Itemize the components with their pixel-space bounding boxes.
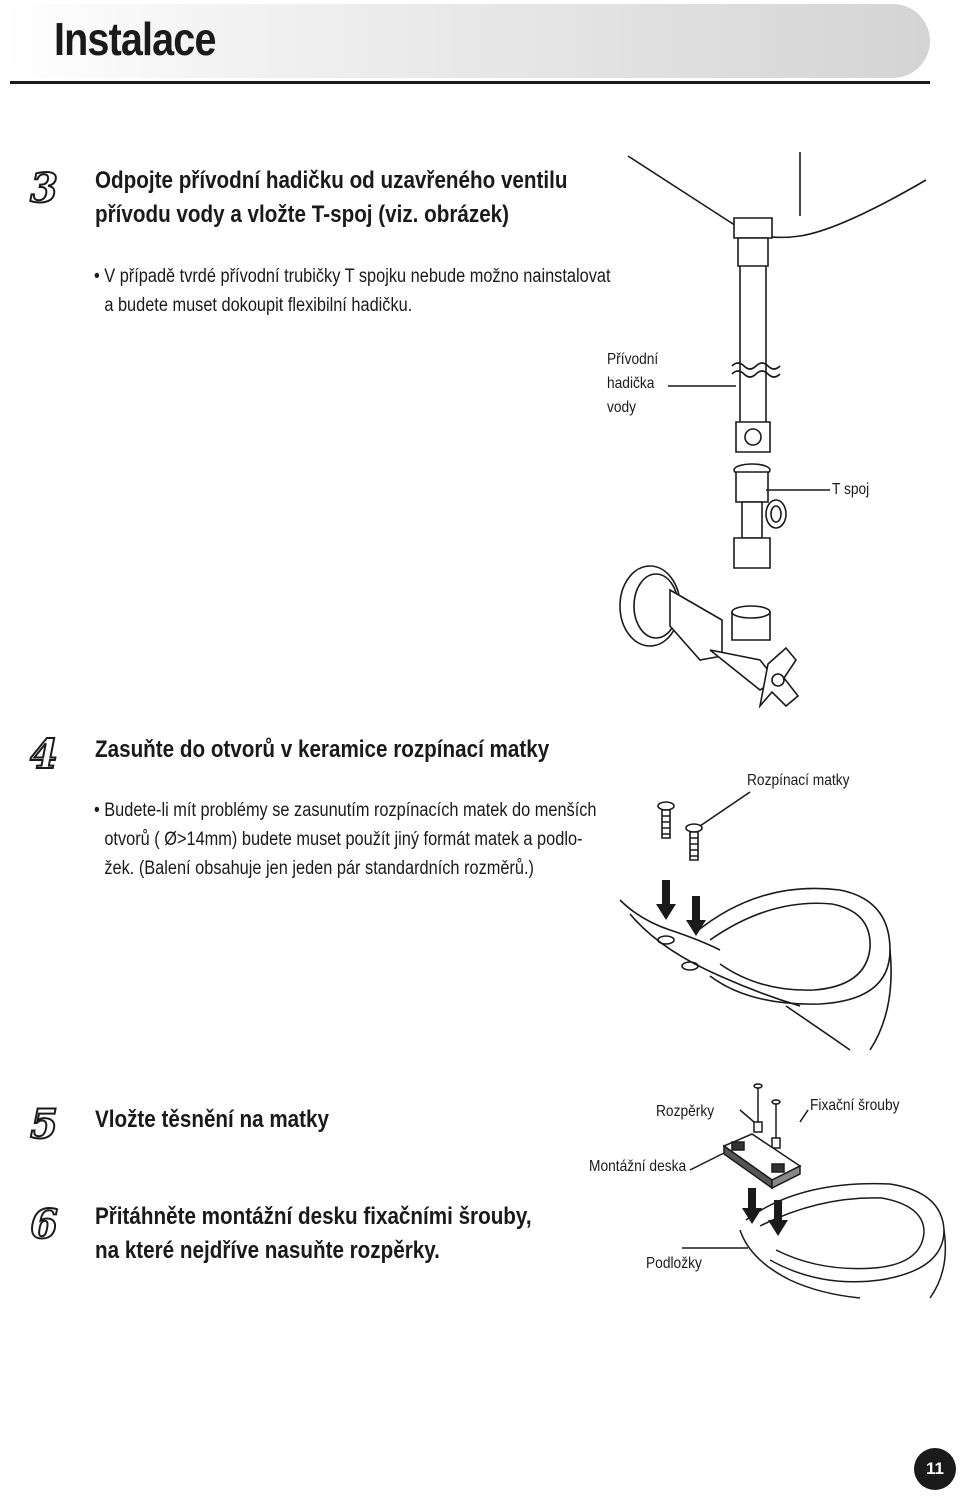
step-number-6: 6 [30, 1201, 58, 1248]
step-4-bullet-line-1: • Budete-li mít problémy se zasunutím rozpínacích matek do menších [94, 800, 597, 821]
step-number-3: 3 [30, 165, 58, 212]
step-4-title: Zasuňte do otvorů v keramice rozpínací matky [95, 736, 550, 763]
t-joint-illustration [600, 150, 940, 720]
t-joint-label: T spoj [832, 481, 870, 498]
step-6-title-line-2: na které nejdříve nasuňte rozpěrky. [95, 1237, 440, 1264]
header-divider [10, 81, 930, 84]
page-title: Instalace [54, 13, 216, 65]
fixing-screws-label: Fixační šrouby [810, 1097, 900, 1114]
step-3-title-line-2: přívodu vody a vložte T-spoj (viz. obrázek) [95, 201, 510, 228]
step-3-title [95, 164, 567, 232]
step-4-bullet [94, 796, 596, 883]
step-3-bullet [94, 262, 610, 320]
supply-hose-label-line-1: Přívodní [607, 351, 659, 368]
mounting-plate-label: Montážní deska [589, 1158, 687, 1175]
expansion-nuts-label: Rozpínací matky [747, 772, 850, 789]
step-4-bullet-line-2: otvorů ( Ø>14mm) budete muset použít jiný formát matek a podlo- [104, 829, 583, 850]
supply-hose-label-line-2: hadička [607, 375, 655, 392]
step-3-title-line-1: Odpojte přívodní hadičku od uzavřeného ventilu [95, 167, 568, 194]
step-3-bullet-line-1: • V případě tvrdé přívodní trubičky T spojku nebude možno nainstalovat [94, 266, 611, 287]
step-4-bullet-line-3: žek. (Balení obsahuje jen jeden pár standardních rozměrů.) [104, 858, 534, 879]
spacers-label: Rozpěrky [656, 1103, 715, 1120]
step-3-bullet-line-2: a budete muset dokoupit flexibilní hadičku. [104, 295, 413, 316]
supply-hose-label [607, 348, 658, 420]
step-6-title [95, 1200, 532, 1268]
washers-label: Podložky [646, 1255, 702, 1272]
supply-hose-label-line-3: vody [607, 399, 637, 416]
step-6-title-line-1: Přitáhněte montážní desku fixačními šrouby, [95, 1203, 532, 1230]
page-number-badge: 11 [914, 1448, 956, 1490]
step-5-title: Vložte těsnění na matky [95, 1106, 330, 1133]
step-number-5: 5 [30, 1101, 58, 1148]
step-number-4: 4 [30, 731, 58, 778]
expansion-nuts-illustration [600, 780, 900, 1050]
